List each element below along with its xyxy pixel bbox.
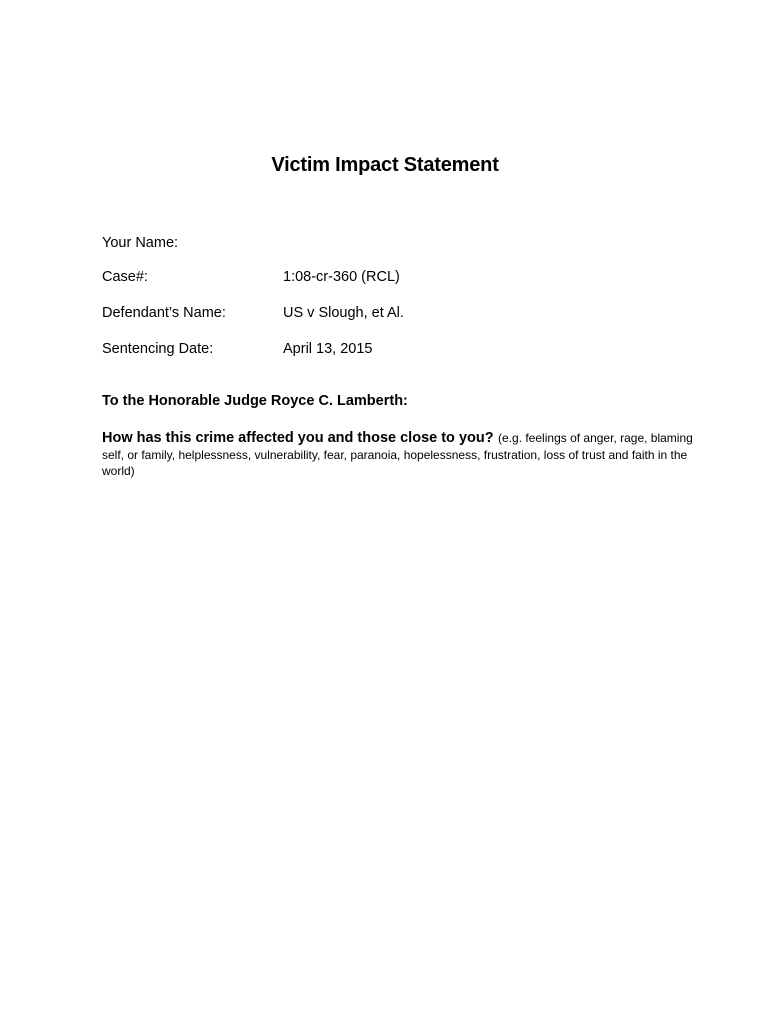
field-row-defendant-name: [102, 303, 702, 323]
impact-question: [102, 430, 712, 480]
field-row-your-name: [102, 233, 702, 253]
salutation: To the Honorable Judge Royce C. Lamberth:: [102, 393, 408, 409]
question-prompt: How has this crime affected you and those close to you?: [102, 430, 494, 446]
field-label-your-name: Your Name:: [102, 235, 179, 251]
question-hint: (e.g. feelings of anger, rage, blaming self, or family, helplessness, vulnerability, fear, paranoia, hopelessness, frustration, loss of trust and faith in the world): [102, 431, 693, 478]
field-label-case-number: Case#:: [102, 269, 148, 285]
document-title: Victim Impact Statement: [271, 154, 499, 176]
field-label-defendant-name: Defendant’s Name:: [102, 305, 226, 321]
field-value-defendant-name: US v Slough, et Al.: [283, 305, 404, 321]
field-label-sentencing-date: Sentencing Date:: [102, 341, 214, 357]
field-row-sentencing-date: [102, 339, 702, 359]
field-row-case-number: [102, 267, 702, 287]
field-value-case-number: 1:08-cr-360 (RCL): [283, 269, 400, 285]
field-value-sentencing-date: April 13, 2015: [283, 341, 373, 357]
